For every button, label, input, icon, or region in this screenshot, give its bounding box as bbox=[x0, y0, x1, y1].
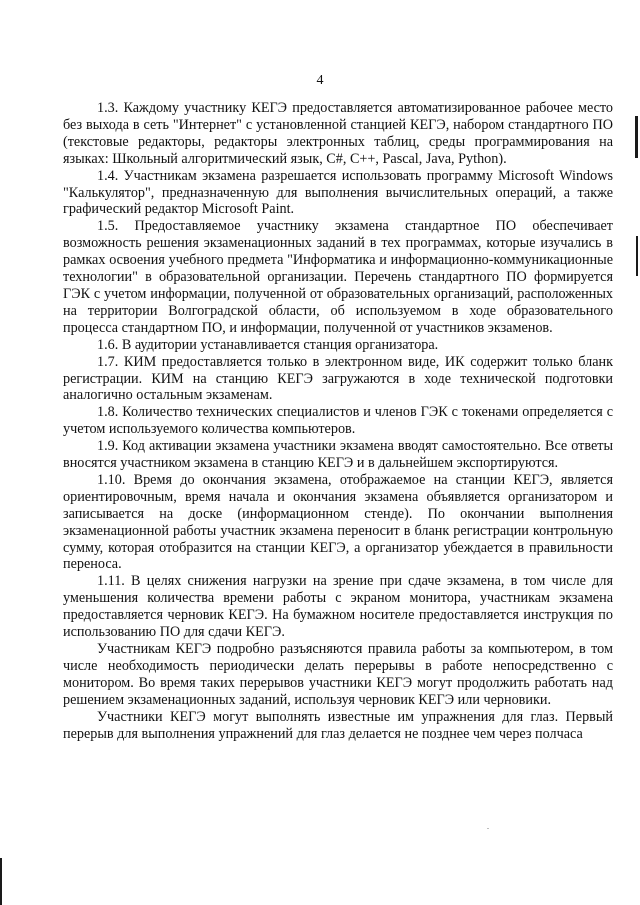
paragraph-1-7: 1.7. КИМ предоставляется только в электронном виде, ИК содержит только бланк регистрации. КИМ на станцию КЕГЭ загружаются в ходе технической подготовки аналогично остальным экзаменам. bbox=[63, 353, 613, 404]
paragraph-eye-exercises: Участники КЕГЭ могут выполнять известные им упражнения для глаз. Первый перерыв для выполнения упражнений для глаз делается не позднее чем через полчаса bbox=[63, 708, 613, 742]
paragraph-1-11: 1.11. В целях снижения нагрузки на зрение при сдаче экзамена, в том числе для уменьшения количества времени работы с экраном монитора, участникам экзамена предоставляется черновик КЕГЭ. На бумажном носителе предоставляется инструкция по использованию ПО для сдачи КЕГЭ. bbox=[63, 573, 613, 641]
paragraph-1-6: 1.6. В аудитории устанавливается станция организатора. bbox=[97, 336, 439, 353]
scan-edge-mark bbox=[635, 116, 638, 158]
page-number: 4 bbox=[316, 73, 324, 88]
scan-speck bbox=[487, 828, 489, 829]
scan-edge-mark bbox=[0, 858, 2, 905]
paragraph-computer-rules: Участникам КЕГЭ подробно разъясняются правила работы за компьютером, в том числе необходимость периодически делать перерывы в работе непосредственно с монитором. Во время таких перерывов участники КЕГЭ могут продолжить работать над решением экзаменационных заданий, используя черновик КЕГЭ или черновики. bbox=[63, 641, 613, 708]
paragraph-1-3: 1.3. Каждому участнику КЕГЭ предоставляется автоматизированное рабочее место без выхода в сеть "Интернет" с установленной станцией КЕГЭ, набором стандартного ПО (текстовые редакторы, редакторы электронных таблиц, среды программирования на языках: Школьный алгоритмический язык, C#, C++, Pascal, Java, Python). bbox=[63, 100, 613, 167]
paragraph-1-10: 1.10. Время до окончания экзамена, отображаемое на станции КЕГЭ, является ориентировочным, время начала и окончания экзамена объявляется организатором и записывается на доске (информационном стенде). По окончании выполнения экзаменационной работы участник экзамена переносит в бланк регистрации контрольную сумму, которая отобразится на станции КЕГЭ, а организатор убеждается в правильности переноса. bbox=[63, 471, 613, 573]
paragraph-1-4: 1.4. Участникам экзамена разрешается использовать программу Microsoft Windows "Калькулятор", предназначенную для выполнения вычислительных операций, а также графический редактор Microsoft Paint. bbox=[63, 167, 613, 218]
paragraph-1-5: 1.5. Предоставляемое участнику экзамена стандартное ПО обеспечивает возможность решения экзаменационных заданий в тех программах, которые изучались в рамках освоения учебного предмета "Информатика и информационно-коммуникационные технологии" в образовательной организации. Перечень стандартного ПО формируется ГЭК с учетом информации, полученной от образовательных организаций, расположенных на территории Волгоградской области, об используемом в ходе образовательного процесса стандартном ПО, и информации, полученной от участников экзаменов. bbox=[63, 218, 613, 336]
paragraph-1-8: 1.8. Количество технических специалистов и членов ГЭК с токенами определяется с учетом используемого количества компьютеров. bbox=[63, 404, 613, 438]
scan-edge-mark bbox=[636, 236, 638, 276]
paragraph-1-9: 1.9. Код активации экзамена участники экзамена вводят самостоятельно. Все ответы вносятся участником экзамена в станцию КЕГЭ и в дальнейшем экспортируются. bbox=[63, 438, 613, 472]
document-body bbox=[63, 100, 613, 742]
